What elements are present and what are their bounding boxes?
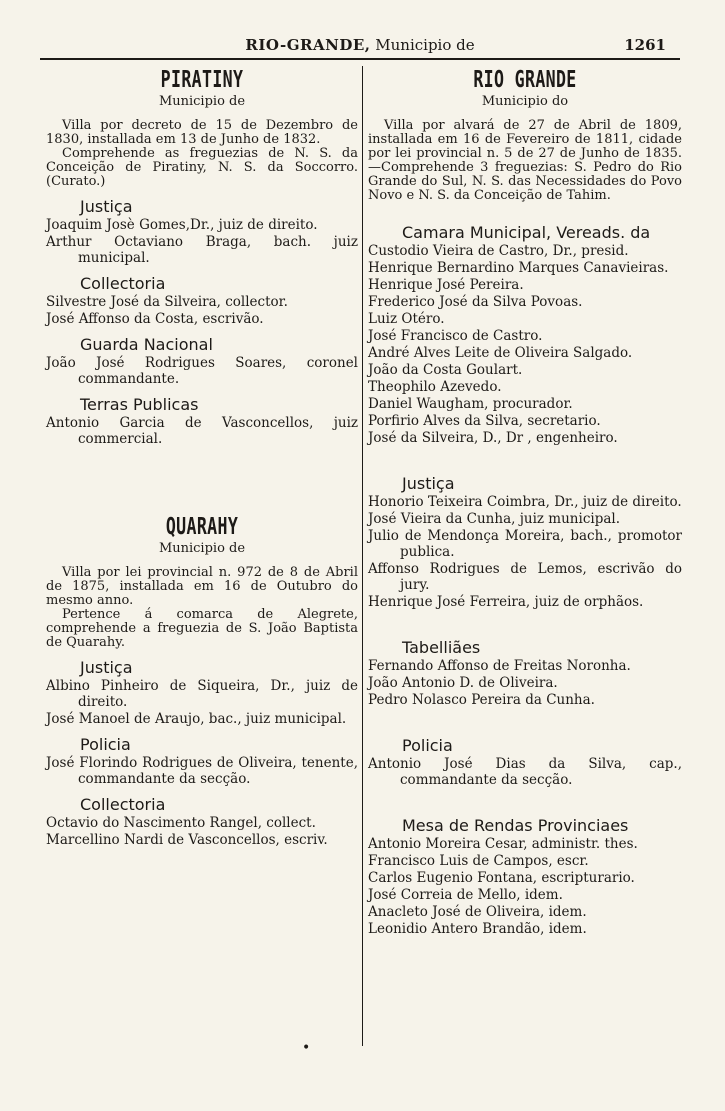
municipality-description: Comprehende as freguezias de N. S. da Conceição de Piratiny, N. S. da Soccorro. (Curato.) (46, 146, 358, 189)
official-entry: Antonio Garcia de Vasconcellos, juiz commercial. (46, 415, 358, 447)
official-entry: João da Costa Goulart. (368, 362, 523, 378)
section-heading: Collectoria (80, 274, 166, 293)
official-entry: Fernando Affonso de Freitas Noronha. (368, 658, 631, 674)
section-heading: Guarda Nacional (80, 335, 213, 354)
left-column (46, 66, 358, 848)
municipality-subtitle: Municipio do (481, 94, 569, 109)
official-entry: João José Rodrigues Soares, coronel commandante. (46, 355, 358, 387)
running-header (40, 34, 680, 56)
official-entry: José Francisco de Castro. (368, 328, 543, 344)
municipality-piratiny (46, 66, 358, 447)
official-entry: Silvestre José da Silveira, collector. (46, 294, 288, 310)
official-entry: Carlos Eugenio Fontana, escripturario. (368, 870, 635, 886)
page-number: 1261 (624, 36, 666, 54)
section-heading: Justiça (402, 474, 455, 493)
section-heading: Policia (402, 736, 453, 755)
official-entry: Custodio Vieira de Castro, Dr., presid. (368, 243, 629, 259)
municipality-title: PIRATINY (160, 67, 244, 93)
official-entry: Albino Pinheiro de Siqueira, Dr., juiz de direito. (46, 678, 358, 710)
section-heading: Camara Municipal, Vereads. da (402, 223, 651, 242)
official-entry: Frederico José da Silva Povoas. (368, 294, 583, 310)
right-column (368, 66, 682, 937)
section-heading: Mesa de Rendas Provinciaes (402, 816, 629, 835)
municipality-title: QUARAHY (165, 514, 239, 540)
municipality-quarahy (46, 513, 358, 848)
official-entry: José Affonso da Costa, escrivão. (46, 311, 264, 327)
printer-dot-ornament: • (302, 1040, 311, 1056)
official-entry: Honorio Teixeira Coimbra, Dr., juiz de direito. (368, 494, 682, 510)
municipality-subtitle: Municipio de (158, 94, 246, 109)
section-heading: Terras Publicas (80, 395, 199, 414)
official-entry: Theophilo Azevedo. (368, 379, 502, 395)
official-entry: André Alves Leite de Oliveira Salgado. (368, 345, 633, 361)
official-entry: Julio de Mendonça Moreira, bach., promotor publica. (368, 528, 682, 560)
official-entry: Arthur Octaviano Braga, bach. juiz municipal. (46, 234, 358, 266)
header-rule (40, 58, 680, 60)
official-entry: Antonio José Dias da Silva, cap., commandante da secção. (368, 756, 682, 788)
official-entry: Octavio do Nascimento Rangel, collect. (46, 815, 316, 831)
header-title-bold: RIO-GRANDE, (245, 36, 371, 54)
municipality-title: RIO GRANDE (473, 67, 577, 93)
official-entry: Henrique Bernardino Marques Canavieiras. (368, 260, 669, 276)
section-heading: Justiça (80, 197, 133, 216)
municipality-subtitle: Municipio de (158, 541, 246, 556)
official-entry: João Antonio D. de Oliveira. (368, 675, 558, 691)
official-entry: Joaquim Josè Gomes,Dr., juiz de direito. (46, 217, 318, 233)
municipality-description: Villa por decreto de 15 de Dezembro de 1830, installada em 13 de Junho de 1832. (46, 118, 358, 147)
official-entry: Luiz Otéro. (368, 311, 445, 327)
official-entry: Porfirio Alves da Silva, secretario. (368, 413, 601, 429)
municipality-description: Villa por alvará de 27 de Abril de 1809, installada em 16 de Fevereiro de 1811, cidade por lei provincial n. 5 de 27 de Junho de 1835.—Comprehende 3 freguezias: S. Pedro do Rio Grande do Sul, N. S. das Necessidades do Povo Novo e N. S. da Conceição de Tahim. (368, 118, 682, 203)
official-entry: Henrique José Ferreira, juiz de orphãos. (368, 594, 644, 610)
official-entry: José Florindo Rodrigues de Oliveira, tenente, commandante da secção. (46, 755, 358, 787)
official-entry: Anacleto José de Oliveira, idem. (368, 904, 587, 920)
header-title-rest: Municipio de (370, 36, 475, 54)
header-title (40, 34, 680, 56)
official-entry: José Correia de Mello, idem. (368, 887, 563, 903)
official-entry: Marcellino Nardi de Vasconcellos, escriv. (46, 832, 328, 848)
official-entry: Francisco Luis de Campos, escr. (368, 853, 589, 869)
official-entry: Antonio Moreira Cesar, administr. thes. (368, 836, 638, 852)
official-entry: Leonidio Antero Brandão, idem. (368, 921, 587, 937)
official-entry: Daniel Waugham, procurador. (368, 396, 573, 412)
section-heading: Tabelliães (402, 638, 481, 657)
municipality-description: Pertence á comarca de Alegrete, comprehende a freguezia de S. João Baptista de Quarahy. (46, 607, 358, 650)
column-divider (362, 66, 363, 1046)
section-heading: Collectoria (80, 795, 166, 814)
official-entry: Affonso Rodrigues de Lemos, escrivão do jury. (368, 561, 682, 593)
municipality-rio-grande (368, 66, 682, 937)
official-entry: Henrique José Pereira. (368, 277, 524, 293)
official-entry: José da Silveira, D., Dr , engenheiro. (368, 430, 618, 446)
section-heading: Justiça (80, 658, 133, 677)
section-heading: Policia (80, 735, 131, 754)
official-entry: Pedro Nolasco Pereira da Cunha. (368, 692, 595, 708)
official-entry: José Manoel de Araujo, bac., juiz municipal. (46, 711, 347, 727)
official-entry: José Vieira da Cunha, juiz municipal. (368, 511, 620, 527)
municipality-description: Villa por lei provincial n. 972 de 8 de Abril de 1875, installada em 16 de Outubro do mesmo anno. (46, 565, 358, 608)
